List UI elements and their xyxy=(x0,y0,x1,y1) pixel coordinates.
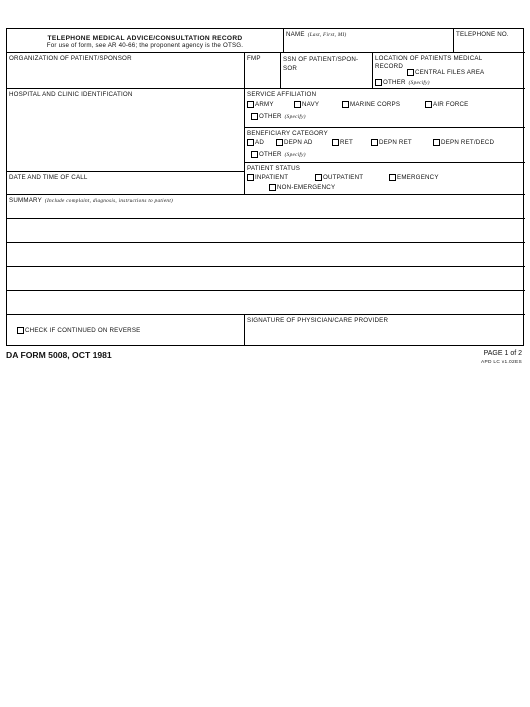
page-number: PAGE 1 of 2 xyxy=(483,350,522,357)
outpatient-checkbox[interactable] xyxy=(315,174,322,181)
depn-ret-label: DEPN RET xyxy=(379,139,412,146)
central-files-label: CENTRAL FILES AREA xyxy=(415,69,485,76)
hospital-identification-field[interactable] xyxy=(7,89,245,172)
beneficiary-category-label: BENEFICIARY CATEGORY xyxy=(247,130,328,137)
continued-cell xyxy=(7,315,245,345)
beneficiary-category-cell xyxy=(245,128,525,163)
fmp-label: FMP xyxy=(247,55,261,62)
location-label-line2: RECORD xyxy=(375,63,404,70)
beneficiary-specify-hint: (Specify) xyxy=(284,151,306,158)
fmp-field[interactable] xyxy=(245,53,281,89)
continued-on-reverse-checkbox[interactable] xyxy=(17,327,24,334)
ssn-field[interactable] xyxy=(281,53,373,89)
patient-status-cell xyxy=(245,163,525,195)
medical-advice-form xyxy=(6,28,524,346)
outpatient-label: OUTPATIENT xyxy=(323,174,364,181)
form-id: DA FORM 5008, OCT 1981 xyxy=(6,350,112,360)
location-other-label: OTHER xyxy=(383,79,406,86)
navy-checkbox[interactable] xyxy=(294,101,301,108)
non-emergency-checkbox[interactable] xyxy=(269,184,276,191)
telephone-field[interactable] xyxy=(454,29,525,53)
service-other-label: OTHER xyxy=(259,113,282,120)
ad-label: AD xyxy=(255,139,264,146)
army-checkbox[interactable] xyxy=(247,101,254,108)
form-version: APD LC v1.02ES xyxy=(481,360,522,365)
depn-ret-decd-label: DEPN RET/DECD xyxy=(441,139,495,146)
signature-label: SIGNATURE OF PHYSICIAN/CARE PROVIDER xyxy=(247,317,389,324)
summary-header-line[interactable] xyxy=(7,195,525,219)
depn-ret-decd-checkbox[interactable] xyxy=(433,139,440,146)
marine-corps-label: MARINE CORPS xyxy=(350,101,401,108)
name-hint: (Last, First, MI) xyxy=(307,32,347,38)
form-title: TELEPHONE MEDICAL ADVICE/CONSULTATION RECORD xyxy=(47,35,243,42)
telephone-label: TELEPHONE NO. xyxy=(456,31,509,38)
date-time-label: DATE AND TIME OF CALL xyxy=(9,174,88,181)
name-label: NAME xyxy=(286,31,305,38)
ad-checkbox[interactable] xyxy=(247,139,254,146)
record-location-cell xyxy=(373,53,525,89)
inpatient-label: INPATIENT xyxy=(255,174,289,181)
summary-label: SUMMARY xyxy=(9,197,42,204)
summary-line[interactable] xyxy=(7,243,525,267)
summary-line[interactable] xyxy=(7,267,525,291)
ssn-label-line2: SOR xyxy=(283,65,298,72)
location-label-line1: LOCATION OF PATIENTS MEDICAL xyxy=(375,55,483,62)
emergency-checkbox[interactable] xyxy=(389,174,396,181)
name-field[interactable] xyxy=(284,29,454,53)
date-time-of-call-field[interactable] xyxy=(7,172,245,195)
inpatient-checkbox[interactable] xyxy=(247,174,254,181)
beneficiary-other-label: OTHER xyxy=(259,151,282,158)
organization-label: ORGANIZATION OF PATIENT/SPONSOR xyxy=(9,55,132,62)
depn-ret-checkbox[interactable] xyxy=(371,139,378,146)
patient-status-label: PATIENT STATUS xyxy=(247,165,301,172)
service-affiliation-cell xyxy=(245,89,525,128)
depn-ad-checkbox[interactable] xyxy=(276,139,283,146)
central-files-checkbox[interactable] xyxy=(407,69,414,76)
signature-field[interactable] xyxy=(245,315,525,345)
continued-on-reverse-label: CHECK IF CONTINUED ON REVERSE xyxy=(25,327,141,334)
emergency-label: EMERGENCY xyxy=(397,174,439,181)
service-affiliation-label: SERVICE AFFILIATION xyxy=(247,91,317,98)
marine-corps-checkbox[interactable] xyxy=(342,101,349,108)
ssn-label-line1: SSN OF PATIENT/SPON- xyxy=(283,56,359,63)
title-cell xyxy=(7,29,284,53)
location-other-checkbox[interactable] xyxy=(375,79,382,86)
air-force-label: AIR FORCE xyxy=(433,101,469,108)
service-other-checkbox[interactable] xyxy=(251,113,258,120)
location-specify-hint: (Specify) xyxy=(408,79,430,86)
depn-ad-label: DEPN AD xyxy=(284,139,313,146)
summary-hint: (Include complaint, diagnosis, instructions to patient) xyxy=(44,198,174,204)
non-emergency-label: NON-EMERGENCY xyxy=(277,184,336,191)
ret-label: RET xyxy=(340,139,353,146)
service-specify-hint: (Specify) xyxy=(284,113,306,120)
air-force-checkbox[interactable] xyxy=(425,101,432,108)
form-subtitle: For use of form, see AR 40-66; the proponent agency is the OTSG. xyxy=(46,42,244,49)
beneficiary-other-checkbox[interactable] xyxy=(251,151,258,158)
hospital-label: HOSPITAL AND CLINIC IDENTIFICATION xyxy=(9,91,133,98)
organization-field[interactable] xyxy=(7,53,245,89)
ret-checkbox[interactable] xyxy=(332,139,339,146)
summary-line[interactable] xyxy=(7,291,525,315)
army-label: ARMY xyxy=(255,101,274,108)
navy-label: NAVY xyxy=(302,101,320,108)
summary-line[interactable] xyxy=(7,219,525,243)
